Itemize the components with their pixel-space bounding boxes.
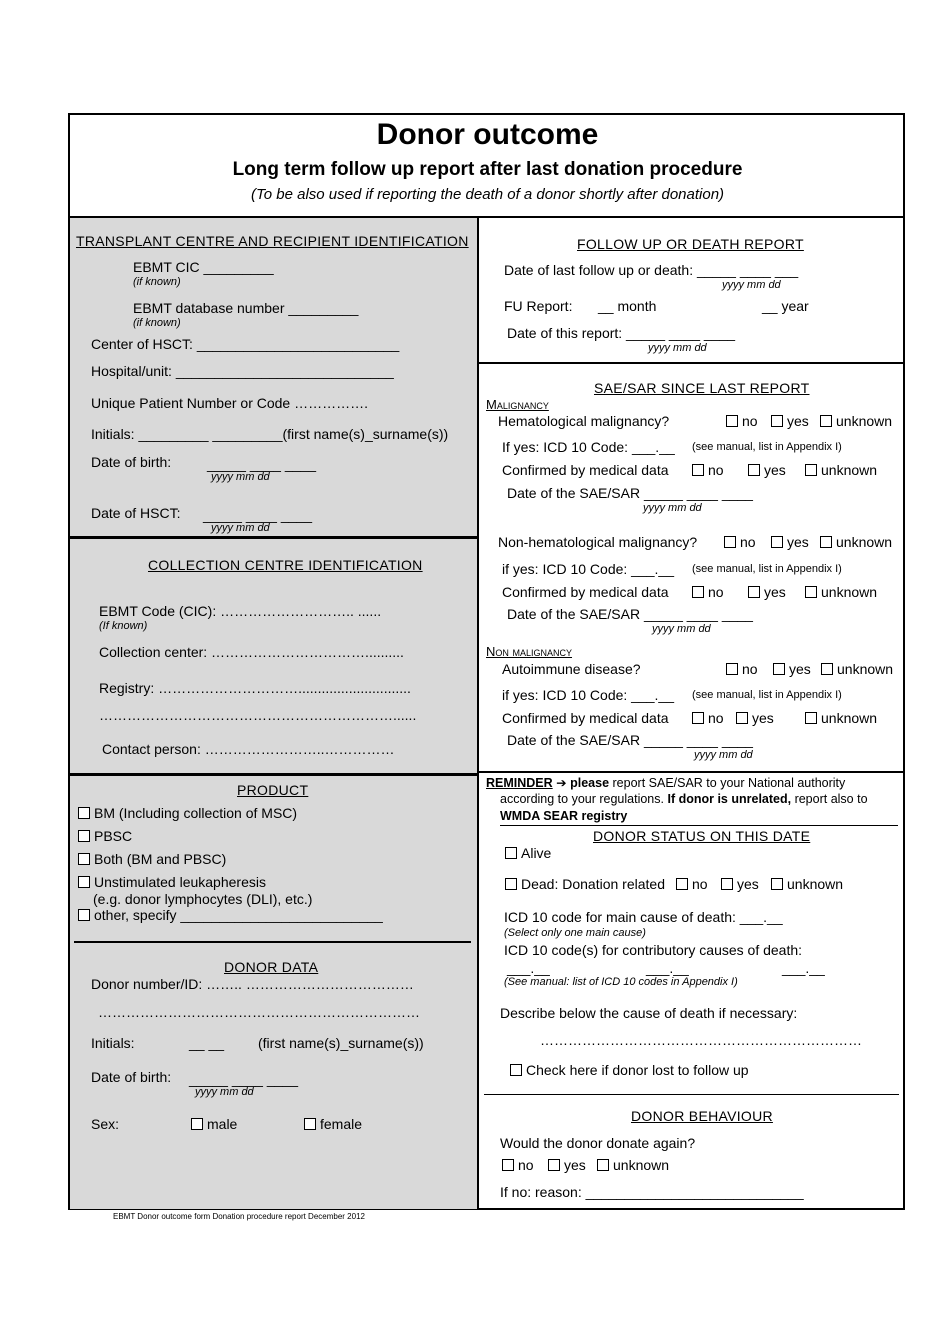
reminder-unrelated: If donor is unrelated, xyxy=(667,792,792,806)
checkbox-icon[interactable] xyxy=(78,909,90,921)
hem-confirmed-yes[interactable] xyxy=(748,462,786,478)
product-option-leukapheresis-label: Unstimulated leukapheresis xyxy=(94,874,266,890)
option-label: unknown xyxy=(613,1157,670,1173)
malignancy-subheading: Malignancy xyxy=(486,397,549,412)
status-alive-label: Alive xyxy=(521,845,552,861)
donate-again-unknown[interactable] xyxy=(597,1157,669,1173)
nonhem-confirmed-yes[interactable] xyxy=(748,584,786,600)
contributory-cause-2[interactable]: ___.__ xyxy=(646,960,689,976)
collection-code-note: (If known) xyxy=(99,620,148,632)
status-dead-label: Dead: Donation related xyxy=(521,876,665,892)
option-label: no xyxy=(708,584,724,600)
cic-note: (if known) xyxy=(133,276,181,288)
product-option-leukapheresis[interactable] xyxy=(78,874,266,890)
checkbox-icon[interactable] xyxy=(736,712,748,724)
reminder-text2: according to your regulations. xyxy=(500,792,668,806)
product-heading: PRODUCT xyxy=(237,782,309,798)
checkbox-icon[interactable] xyxy=(78,830,90,842)
nonhem-confirmed-no[interactable] xyxy=(692,584,724,600)
describe-cause-field[interactable]: …………………………………………………………… xyxy=(540,1032,862,1048)
sex-female-label: female xyxy=(320,1116,363,1132)
checkbox-icon[interactable] xyxy=(821,663,833,675)
option-label: no xyxy=(708,710,724,726)
reminder-line1 xyxy=(486,775,845,790)
hem-manual-note: (see manual, list in Appendix I) xyxy=(692,441,842,453)
reminder-label: REMINDER xyxy=(486,776,553,790)
sex-label: Sex: xyxy=(91,1116,120,1132)
fu-report-label: FU Report: xyxy=(504,298,573,314)
hem-yes-option[interactable] xyxy=(771,413,809,429)
reminder-text3: report also to xyxy=(791,792,868,806)
checkbox-icon[interactable] xyxy=(692,712,704,724)
checkbox-icon[interactable] xyxy=(692,464,704,476)
dob-units: yyyy mm dd xyxy=(211,471,270,483)
auto-confirmed-no[interactable] xyxy=(692,710,724,726)
checkbox-icon[interactable] xyxy=(724,536,736,548)
dob-field[interactable]: _____ ____ ____ xyxy=(207,456,316,472)
transplant-divider xyxy=(68,536,477,539)
checkbox-icon[interactable] xyxy=(805,464,817,476)
hem-sae-date-field[interactable]: Date of the SAE/SAR _____ ____ ____ xyxy=(507,485,753,501)
checkbox-icon[interactable] xyxy=(510,1064,522,1076)
registry-field[interactable]: Registry: …………………………............................. xyxy=(99,680,411,696)
main-cause-note: (Select only one main cause) xyxy=(504,927,646,939)
auto-icd-field[interactable]: if yes: ICD 10 Code: ___.__ xyxy=(502,687,674,703)
checkbox-icon[interactable] xyxy=(548,1159,560,1171)
checkbox-icon[interactable] xyxy=(721,878,733,890)
hem-confirmed-label: Confirmed by medical data xyxy=(502,462,669,478)
product-option-pbsc-label: PBSC xyxy=(94,828,133,844)
option-label: yes xyxy=(764,462,786,478)
checkbox-icon[interactable] xyxy=(771,415,783,427)
checkbox-icon[interactable] xyxy=(748,586,760,598)
contributory-manual-note: (See manual: list of ICD 10 codes in Appendix I) xyxy=(504,976,738,988)
hem-malignancy-question: Hematological malignancy? xyxy=(498,413,670,429)
hsct-date-units: yyyy mm dd xyxy=(211,522,270,534)
donor-number-field[interactable]: Donor number/ID: …….. ……………………………… xyxy=(91,976,414,992)
checkbox-icon[interactable] xyxy=(773,663,785,675)
checkbox-icon[interactable] xyxy=(820,415,832,427)
checkbox-icon[interactable] xyxy=(771,536,783,548)
wmda-sear-registry: WMDA SEAR registry xyxy=(500,809,628,823)
product-option-bm[interactable] xyxy=(78,805,297,821)
registry-field-line2[interactable]: ………………………………………………………...... xyxy=(99,707,417,723)
nonhem-sae-date-units: yyyy mm dd xyxy=(652,623,711,635)
checkbox-icon[interactable] xyxy=(805,712,817,724)
checkbox-icon[interactable] xyxy=(78,807,90,819)
option-label: no xyxy=(742,413,758,429)
nonhem-unknown-option[interactable] xyxy=(820,534,892,550)
initials-field[interactable]: Initials: _________ _________(first name(s)_surname(s)) xyxy=(91,426,449,442)
transplant-heading: TRANSPLANT CENTRE AND RECIPIENT IDENTIFICATION xyxy=(76,233,469,249)
nonhem-no-option[interactable] xyxy=(724,534,756,550)
auto-confirmed-unknown[interactable] xyxy=(805,710,877,726)
checkbox-icon[interactable] xyxy=(771,878,783,890)
donate-again-no[interactable] xyxy=(502,1157,534,1173)
option-label: unknown xyxy=(837,661,894,677)
auto-confirmed-yes[interactable] xyxy=(736,710,774,726)
checkbox-icon[interactable] xyxy=(304,1118,316,1130)
sae-divider xyxy=(478,771,905,773)
contributory-causes-label: ICD 10 code(s) for contributory causes of death: xyxy=(504,942,803,958)
auto-yes-option[interactable] xyxy=(773,661,811,677)
header-divider xyxy=(68,216,905,218)
donate-again-question: Would the donor donate again? xyxy=(500,1135,696,1151)
upn-field[interactable]: Unique Patient Number or Code ……………. xyxy=(91,395,368,411)
status-divider xyxy=(484,1094,899,1095)
describe-cause-label: Describe below the cause of death if necessary: xyxy=(500,1005,798,1021)
checkbox-icon[interactable] xyxy=(502,1159,514,1171)
option-label: unknown xyxy=(836,534,893,550)
sex-male-label: male xyxy=(207,1116,238,1132)
fu-year-field[interactable]: __ year xyxy=(762,298,809,314)
auto-sae-date-units: yyyy mm dd xyxy=(694,749,753,761)
form-note: (To be also used if reporting the death of a donor shortly after donation) xyxy=(250,186,725,203)
donor-behaviour-heading: DONOR BEHAVIOUR xyxy=(631,1108,773,1124)
reminder-line2 xyxy=(500,792,868,806)
lost-to-followup-label: Check here if donor lost to follow up xyxy=(526,1062,749,1078)
form-subtitle: Long term follow up report after last donation procedure xyxy=(232,159,743,180)
no-reason-field[interactable]: If no: reason: ____________________________ xyxy=(500,1184,804,1200)
report-date-field[interactable]: Date of this report: _____ ____ ____ xyxy=(507,325,736,341)
donate-again-yes[interactable] xyxy=(548,1157,586,1173)
nonhem-manual-note: (see manual, list in Appendix I) xyxy=(692,563,842,575)
dob-label: Date of birth: xyxy=(91,454,172,470)
auto-confirmed-label: Confirmed by medical data xyxy=(502,710,669,726)
donor-initials-note: (first name(s)_surname(s)) xyxy=(258,1035,424,1051)
nonhem-malignancy-question: Non-hematological malignancy? xyxy=(498,534,698,550)
option-label: no xyxy=(740,534,756,550)
ebmt-db-field[interactable]: EBMT database number _________ xyxy=(133,300,359,316)
collection-code-field[interactable]: EBMT Code (CIC): ……………………….. ...... xyxy=(99,603,382,619)
checkbox-icon[interactable] xyxy=(78,853,90,865)
checkbox-icon[interactable] xyxy=(726,663,738,675)
collection-divider xyxy=(68,773,477,776)
reminder-text1: report SAE/SAR to your National authority xyxy=(609,776,846,790)
option-label: yes xyxy=(752,710,774,726)
auto-sae-date-field[interactable]: Date of the SAE/SAR _____ ____ ____ xyxy=(507,732,753,748)
nonhem-confirmed-unknown[interactable] xyxy=(805,584,877,600)
hem-sae-date-units: yyyy mm dd xyxy=(643,502,702,514)
autoimmune-question: Autoimmune disease? xyxy=(502,661,641,677)
contributory-cause-3[interactable]: ___.__ xyxy=(782,960,825,976)
checkbox-icon[interactable] xyxy=(78,876,90,888)
option-label: no xyxy=(742,661,758,677)
option-label: yes xyxy=(564,1157,586,1173)
lost-to-followup-option[interactable] xyxy=(510,1062,749,1078)
donor-data-heading: DONOR DATA xyxy=(224,959,319,975)
last-followup-units: yyyy mm dd xyxy=(722,279,781,291)
status-dead-option[interactable] xyxy=(505,876,665,892)
dead-related-yes[interactable] xyxy=(721,876,759,892)
donor-dob-units: yyyy mm dd xyxy=(195,1086,254,1098)
form-title: Donor outcome xyxy=(376,118,599,151)
product-option-both[interactable] xyxy=(78,851,226,867)
option-label: yes xyxy=(789,661,811,677)
option-label: unknown xyxy=(787,876,844,892)
product-divider xyxy=(74,941,471,943)
followup-divider xyxy=(478,362,905,364)
donor-number-field-line2[interactable]: …………………………………………………………… xyxy=(98,1004,420,1020)
reminder-divider xyxy=(500,825,898,826)
donor-dob-field[interactable]: _____ ____ ____ xyxy=(189,1071,298,1087)
status-alive-option[interactable] xyxy=(505,845,551,861)
main-cause-field[interactable]: ICD 10 code for main cause of death: ___.__ xyxy=(504,909,783,925)
non-malignancy-subheading: Non malignancy xyxy=(486,644,573,659)
checkbox-icon[interactable] xyxy=(692,586,704,598)
auto-manual-note: (see manual, list in Appendix I) xyxy=(692,689,842,701)
donor-status-heading: DONOR STATUS ON THIS DATE xyxy=(593,828,811,844)
collection-center-field[interactable]: Collection center: …………………………….......... xyxy=(99,644,404,660)
checkbox-icon[interactable] xyxy=(676,878,688,890)
reminder-please: please xyxy=(570,776,610,790)
hem-confirmed-unknown[interactable] xyxy=(805,462,877,478)
nonhem-icd-field[interactable]: if yes: ICD 10 Code: ___.__ xyxy=(502,561,674,577)
donor-dob-label: Date of birth: xyxy=(91,1069,172,1085)
checkbox-icon[interactable] xyxy=(726,415,738,427)
hsct-center-field[interactable]: Center of HSCT: __________________________ xyxy=(91,336,400,352)
sex-female-option[interactable] xyxy=(304,1116,362,1132)
option-label: unknown xyxy=(821,710,878,726)
sae-heading: SAE/SAR SINCE LAST REPORT xyxy=(594,380,810,396)
checkbox-icon[interactable] xyxy=(597,1159,609,1171)
auto-unknown-option[interactable] xyxy=(821,661,893,677)
product-option-both-label: Both (BM and PBSC) xyxy=(94,851,227,867)
footer-text: EBMT Donor outcome form Donation procedure report December 2012 xyxy=(113,1212,365,1221)
option-label: unknown xyxy=(821,584,878,600)
hem-no-option[interactable] xyxy=(726,413,758,429)
option-label: yes xyxy=(737,876,759,892)
product-option-other-label: other, specify __________________________ xyxy=(94,907,383,923)
sex-male-option[interactable] xyxy=(191,1116,237,1132)
donor-initials-field[interactable]: __ __ xyxy=(189,1035,225,1051)
hem-icd-field[interactable]: If yes: ICD 10 Code: ___.__ xyxy=(502,439,675,455)
option-label: yes xyxy=(764,584,786,600)
contact-person-field[interactable]: Contact person: ……………………..…………… xyxy=(102,741,395,757)
nonhem-yes-option[interactable] xyxy=(771,534,809,550)
db-note: (if known) xyxy=(133,317,181,329)
checkbox-icon[interactable] xyxy=(820,536,832,548)
donor-initials-label: Initials: xyxy=(91,1035,135,1051)
product-option-other[interactable] xyxy=(78,907,383,923)
report-date-units: yyyy mm dd xyxy=(648,342,707,354)
option-label: unknown xyxy=(836,413,893,429)
last-followup-field[interactable]: Date of last follow up or death: _____ ____ ___ xyxy=(504,262,799,278)
option-label: no xyxy=(518,1157,534,1173)
hem-unknown-option[interactable] xyxy=(820,413,892,429)
followup-heading: FOLLOW UP OR DEATH REPORT xyxy=(577,236,804,252)
dead-related-no[interactable] xyxy=(676,876,708,892)
auto-no-option[interactable] xyxy=(726,661,758,677)
checkbox-icon[interactable] xyxy=(191,1118,203,1130)
product-option-pbsc[interactable] xyxy=(78,828,132,844)
option-label: yes xyxy=(787,413,809,429)
collection-heading: COLLECTION CENTRE IDENTIFICATION xyxy=(148,557,423,573)
checkbox-icon[interactable] xyxy=(505,847,517,859)
option-label: no xyxy=(692,876,708,892)
fu-month-field[interactable]: __ month xyxy=(598,298,657,314)
product-option-bm-label: BM (Including collection of MSC) xyxy=(94,805,298,821)
column-divider xyxy=(477,216,479,1210)
dead-related-unknown[interactable] xyxy=(771,876,843,892)
checkbox-icon[interactable] xyxy=(805,586,817,598)
hem-confirmed-no[interactable] xyxy=(692,462,724,478)
nonhem-sae-date-field[interactable]: Date of the SAE/SAR _____ ____ ____ xyxy=(507,606,753,622)
hsct-date-label: Date of HSCT: xyxy=(91,505,181,521)
checkbox-icon[interactable] xyxy=(505,878,517,890)
ebmt-cic-field[interactable]: EBMT CIC _________ xyxy=(133,259,274,275)
option-label: unknown xyxy=(821,462,878,478)
hsct-date-field[interactable]: _____ ____ ____ xyxy=(203,507,312,523)
contributory-cause-1[interactable]: ___.__ xyxy=(507,960,550,976)
option-label: yes xyxy=(787,534,809,550)
checkbox-icon[interactable] xyxy=(748,464,760,476)
option-label: no xyxy=(708,462,724,478)
leukapheresis-note: (e.g. donor lymphocytes (DLI), etc.) xyxy=(93,891,313,907)
arrow-right-icon: ➔ xyxy=(556,776,567,790)
nonhem-confirmed-label: Confirmed by medical data xyxy=(502,584,669,600)
hospital-field[interactable]: Hospital/unit: ____________________________ xyxy=(91,363,394,379)
